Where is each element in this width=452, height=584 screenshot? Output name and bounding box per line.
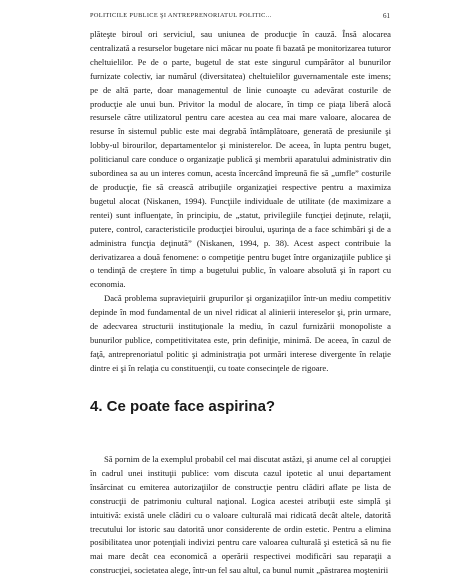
section-heading: 4. Ce poate face aspirina? (90, 398, 276, 415)
running-header (90, 12, 390, 26)
running-title: POLITICILE PUBLICE ŞI ANTREPRENORIATUL POLITIC... (90, 12, 272, 19)
paragraph: Dacă problema supravieţuirii grupurilor şi organizaţiilor într-un mediu competitiv depinde în mod fundamental de un nivel ridicat al alinierii intereselor şi, prin urmare, de adecvarea structurii instituţionale la mediu, în cazul furnizării monopoliste a bunurilor publice, competitivitatea este, prin definiţie, minimă. De aceea, în cazul de faţă, antreprenoriatul politic şi administraţia pot urmări interese divergente în relaţie dintre ei şi în relaţia cu constituenţii, cu toate consecinţele de rigoare. (90, 293, 391, 373)
section-body-1 (90, 28, 391, 376)
paragraph: Să pornim de la exemplul probabil cel mai discutat astăzi, şi anume cel al corupţiei în cadrul unei instituţii publice: vom discuta cazul ipotetic al unui departament însărcinat cu emiterea autorizaţiilor de construcţie pentru clădiri aflate pe lista de construcţii de patrimoniu cultural naţional. Logica acestei atribuţii este simplă şi intuitivă: există unele clădiri cu o valoare culturală mai ridicată decât altele, datorită trecutului lor istoric sau datorită unor considerente de ordin estetic. Pentru a elimina posibilitatea unor potenţiali indivizi pentru care valoarea culturală şi estetică să nu fie mai mare decât cea economică a operării respectivei modificări sau reparaţii a construcţiei, societatea alege, într-un fel sau altul, ca bunul numit „păstrarea moştenirii (90, 454, 391, 576)
paragraph: plăteşte biroul ori serviciul, sau uniunea de producţie în cauză. Însă alocarea centralizată a resurselor bugetare nici măcar nu poate fi bazată pe monitorizarea tuturor cheltuielilor. Pe de o parte, bugetul de stat este singurul cumpărător al bunurilor furnizate colectiv, iar numărul (diversitatea) cheltuielilor guvernamentale este imens; pe de altă parte, doar managementul de linie cunoaşte cu adevărat costurile de producţie ale unui bun. Privitor la modul de alocare, în timp ce piaţa liberă alocă resursele către utilizatorul pentru care acestea au cea mai mare valoare, alocarea de resurse în sistemul public este mai degrabă întâmplătoare, generată de presiunile şi lobby-ul birourilor, departamentelor şi ministerelor. De aceea, în lupta pentru buget, politicianul care conduce o organizaţie publică şi membrii aparatului administrativ din subordinea sa au un interes comun, acesta încercând împreună fie să „umfle” costurile de producţie, fie să crească atribuţiile organizaţiei respective pentru a maximiza bugetul alocat (Niskanen, 1994). Funcţiile individuale de utilitate (de maximizare a rentei) sunt influenţate, în principiu, de „statut, privilegiile funcţiei deţinute, relaţii, putere, control, caracteristicile producţiei biroului, uşurinţa de a face schimbări şi de a administra funcţia deţinută” (Niskanen, 1994, p. 38). Acest aspect contribuie la derivatizarea a două fenomene: o competiţie pentru buget între organizaţiile publice şi o tendinţă de creştere în timp a bugetului public, în valoare absolută şi în raport cu economia. (90, 29, 391, 290)
section-body-2 (90, 453, 391, 578)
page-number: 61 (383, 12, 390, 20)
